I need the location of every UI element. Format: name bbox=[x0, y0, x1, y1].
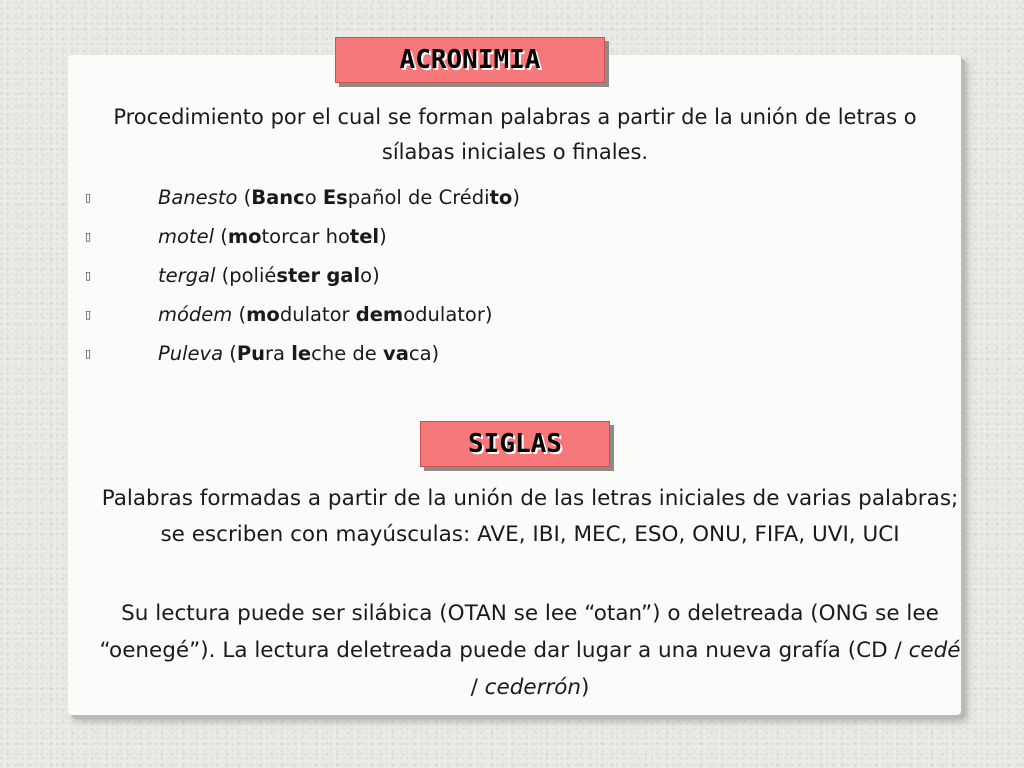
acronym-letters: mo bbox=[227, 225, 262, 248]
expansion-text: ra bbox=[265, 342, 292, 365]
acronym-letters: gal bbox=[326, 264, 361, 287]
expansion-text: odulator) bbox=[403, 303, 493, 326]
example-text: Banesto (Banco Español de Crédito) bbox=[158, 186, 520, 209]
expansion-text: dulator bbox=[279, 303, 356, 326]
list-item bbox=[85, 334, 785, 373]
acronym-letters: mo bbox=[246, 303, 280, 326]
acronym-letters: Pu bbox=[236, 342, 266, 365]
expansion-text: o) bbox=[360, 264, 380, 287]
acronym-letters: tel bbox=[349, 225, 380, 248]
expansion-text: torcar ho bbox=[261, 225, 350, 248]
bullet-marker-icon: ▯ bbox=[85, 269, 92, 282]
acronym-letters: Es bbox=[322, 186, 348, 209]
expansion-text: ca) bbox=[408, 342, 440, 365]
example-text: tergal (poliéster galo) bbox=[158, 264, 380, 287]
siglas-lectura: Su lectura puede ser silábica (OTAN se lee “otan”) o deletreada (ONG se lee “oenegé”). La lectura deletreada puede dar lugar a una nueva grafía (CD / cedé / cederrón) bbox=[99, 601, 961, 700]
expansion-text: ) bbox=[512, 186, 520, 209]
expansion-text: che de bbox=[311, 342, 383, 365]
list-item bbox=[85, 295, 785, 334]
acronimia-examples bbox=[85, 178, 785, 373]
example-text: módem (modulator demodulator) bbox=[158, 303, 493, 326]
example-text: motel (motorcar hotel) bbox=[158, 225, 387, 248]
list-item bbox=[85, 256, 785, 295]
bullet-marker-icon: ▯ bbox=[85, 191, 92, 204]
bullet-marker-icon: ▯ bbox=[85, 308, 92, 321]
acronym-letters: le bbox=[291, 342, 312, 365]
acronym-letters: va bbox=[382, 342, 409, 365]
expansion-text: pañol de Crédi bbox=[347, 186, 490, 209]
expansion-text: (polié bbox=[221, 264, 277, 287]
expansion-text: ( bbox=[229, 342, 237, 365]
list-item bbox=[85, 217, 785, 256]
expansion-text: ( bbox=[243, 186, 252, 209]
example-text: Puleva (Pura leche de vaca) bbox=[158, 342, 440, 365]
acronym-letters: Banc bbox=[251, 186, 305, 209]
acronym-letters: ster bbox=[276, 264, 321, 287]
siglas-title: SIGLAS bbox=[420, 421, 610, 467]
expansion-text: o bbox=[304, 186, 323, 209]
expansion-text: ( bbox=[238, 303, 247, 326]
acronimia-definition: Procedimiento por el cual se forman palabras a partir de la unión de letras o sílabas iniciales o finales. bbox=[113, 105, 917, 164]
acronym-letters: dem bbox=[355, 303, 404, 326]
siglas-definition: Palabras formadas a partir de la unión de las letras iniciales de varias palabras; se escriben con mayúsculas: AVE, IBI, MEC, ESO, ONU, FIFA, UVI, UCI bbox=[101, 486, 959, 547]
acronimia-title: ACRONIMIA bbox=[335, 37, 605, 83]
bullet-marker-icon: ▯ bbox=[85, 347, 92, 360]
expansion-text: ) bbox=[379, 225, 387, 248]
expansion-text: ( bbox=[220, 225, 228, 248]
bullet-marker-icon: ▯ bbox=[85, 230, 92, 243]
list-item bbox=[85, 178, 785, 217]
acronym-letters: to bbox=[489, 186, 513, 209]
